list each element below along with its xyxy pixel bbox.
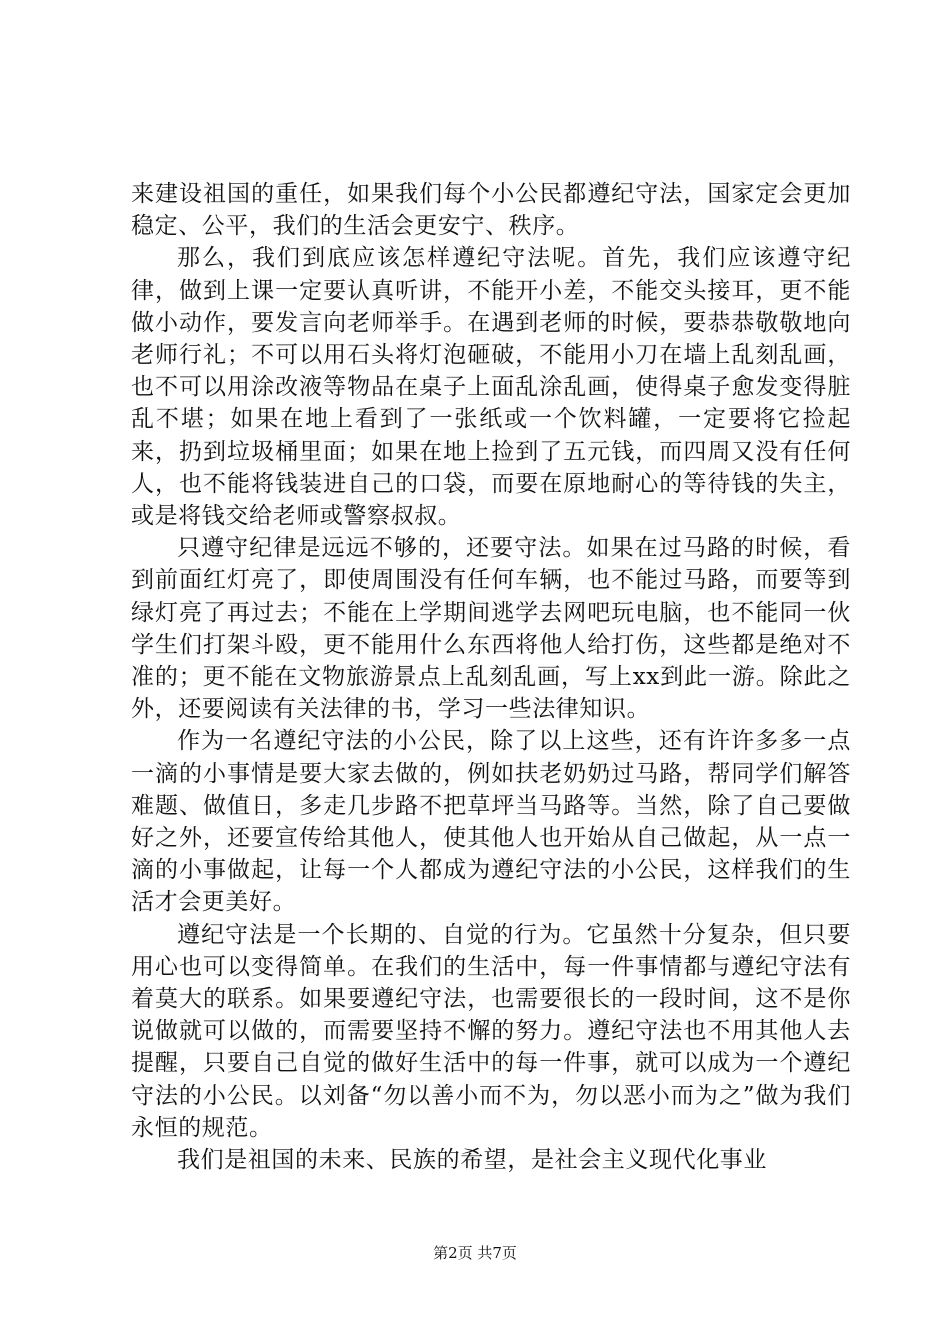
paragraph-how-to-obey: 那么，我们到底应该怎样遵纪守法呢。首先，我们应该遵守纪律，做到上课一定要认真听讲，不能开小差，不能交头接耳，更不能做小动作，要发言向老师举手。在遇到老师的时候，要恭恭敬敬地向老师行礼；不可以用石头将灯泡砸破，不能用小刀在墙上乱刻乱画，也不可以用涂改液等物品在桌子上面乱涂乱画，使得桌子愈发变得脏乱不堪；如果在地上看到了一张纸或一个饮料罐，一定要将它捡起来，扔到垃圾桶里面；如果在地上捡到了五元钱，而四周又没有任何人，也不能将钱装进自己的口袋，而要在原地耐心的等待钱的失主，或是将钱交给老师或警察叔叔。 (131, 245, 851, 530)
body-text (131, 178, 851, 1176)
paragraph-future: 我们是祖国的未来、民族的希望，是社会主义现代化事业 (177, 1147, 767, 1174)
paragraph-small-things: 作为一名遵纪守法的小公民，除了以上这些，还有许许多多一点一滴的小事情是要大家去做的，例如扶老奶奶过马路，帮同学们解答难题、做值日，多走几步路不把草坪当马路等。当然，除了自己要做好之外，还要宣传给其他人，使其他人也开始从自己做起，从一点一滴的小事做起，让每一个人都成为遵纪守法的小公民，这样我们的生活才会更美好。 (131, 728, 851, 916)
paragraph-long-term: 遵纪守法是一个长期的、自觉的行为。它虽然十分复杂，但只要用心也可以变得简单。在我们的生活中，每一件事情都与遵纪守法有着莫大的联系。如果要遵纪守法，也需要很长的一段时间，这不是你说做就可以做的，而需要坚持不懈的努力。遵纪守法也不用其他人去提醒，只要自己自觉的做好生活中的每一件事，就可以成为一个遵纪守法的小公民。以刘备“勿以善小而不为，勿以恶小而为之”做为我们永恒的规范。 (131, 921, 851, 1141)
paragraph-continuation: 来建设祖国的重任，如果我们每个小公民都遵纪守法，国家定会更加稳定、公平，我们的生活会更安宁、秩序。 (131, 181, 851, 240)
paragraph-obey-law: 只遵守纪律是远远不够的，还要守法。如果在过马路的时候，看到前面红灯亮了，即使周围没有任何车辆，也不能过马路，而要等到绿灯亮了再过去；不能在上学期间逃学去网吧玩电脑，也不能同一伙学生们打架斗殴，更不能用什么东西将他人给打伤，这些都是绝对不准的；更不能在文物旅游景点上乱刻乱画，写上xx到此一游。除此之外，还要阅读有关法律的书，学习一些法律知识。 (131, 535, 851, 723)
page-footer: 第2页 共7页 (433, 1244, 517, 1262)
